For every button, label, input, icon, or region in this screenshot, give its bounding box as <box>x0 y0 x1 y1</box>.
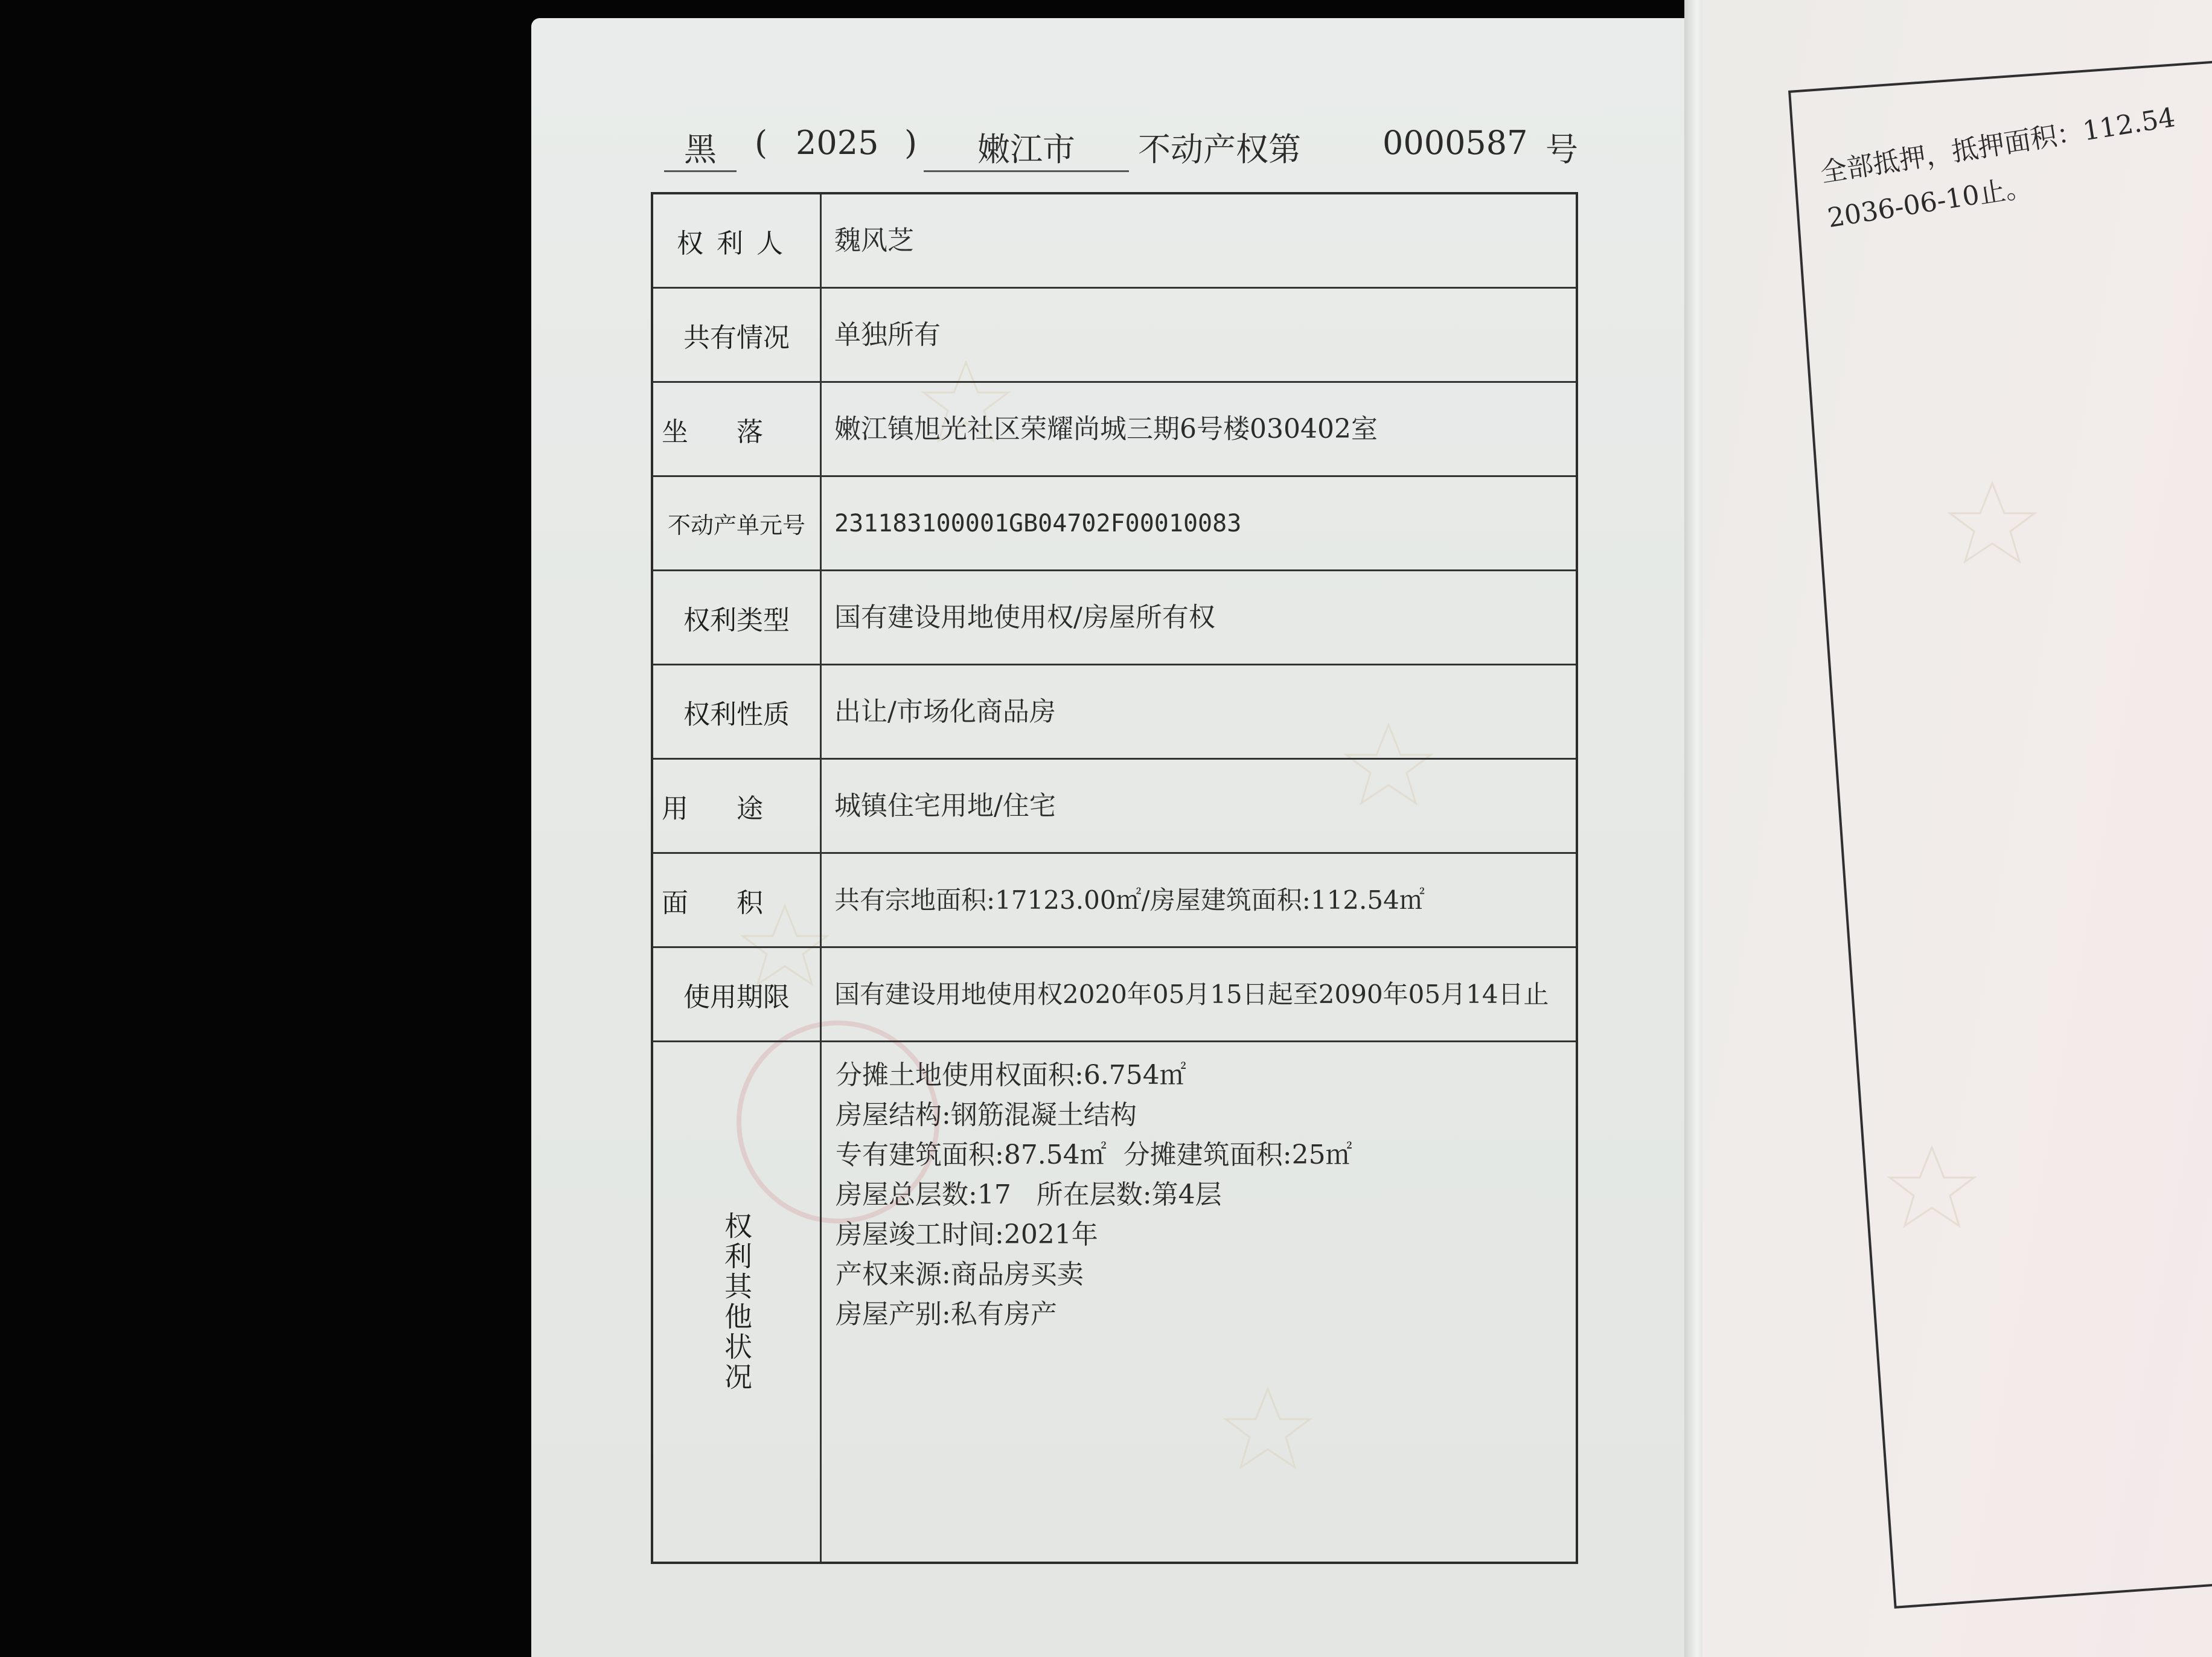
other-status-line: 产权来源:商品房买卖 <box>836 1259 1084 1290</box>
location-value: 嫩江镇旭光社区荣耀尚城三期6号楼030402室 <box>834 413 1378 444</box>
certificate-suffix: 号 <box>1546 130 1578 168</box>
region-code: 黑 <box>664 124 737 172</box>
row-area <box>653 854 1576 948</box>
right-type-value: 国有建设用地使用权/房屋所有权 <box>834 601 1215 633</box>
owner-value: 魏风芝 <box>834 225 914 256</box>
row-other-status <box>653 1042 1576 1562</box>
unit-number-value: 231183100001GB04702F00010083 <box>834 509 1242 537</box>
right-nature-label: 权利性质 <box>683 699 790 730</box>
certificate-city: 嫩江市 <box>924 124 1129 172</box>
mortgage-note-line: 2036-06-10止。 <box>1825 171 2035 234</box>
other-status-label: 权利其他状况 <box>720 1211 753 1393</box>
row-usage <box>653 760 1576 854</box>
other-status-line: 房屋结构:钢筋混凝土结构 <box>836 1100 1137 1130</box>
co-ownership-value: 单独所有 <box>834 319 941 350</box>
mortgage-note-line: 全部抵押，抵押面积：112.54 <box>1818 101 2178 189</box>
other-status-label-cell <box>653 1042 820 1562</box>
other-status-line: 分摊土地使用权面积:6.754㎡ <box>836 1060 1186 1091</box>
unit-number-label: 不动产单元号 <box>667 512 805 539</box>
other-status-line: 专有建筑面积:87.54㎡ 分摊建筑面积:25㎡ <box>836 1139 1352 1170</box>
certificate-type: 不动产权第 <box>1138 130 1301 168</box>
row-co-ownership <box>653 289 1576 383</box>
usage-label: 用途 <box>662 793 811 824</box>
certificate-number: 0000587 <box>1382 124 1528 162</box>
other-status-list <box>836 1056 1564 1335</box>
year-open-paren: ( <box>755 124 768 162</box>
right-type-label: 权利类型 <box>683 604 790 636</box>
year-close-paren: ) <box>904 124 918 162</box>
usage-value: 城镇住宅用地/住宅 <box>834 790 1056 821</box>
row-location <box>653 383 1576 477</box>
certificate-year: 2025 <box>796 124 879 162</box>
area-value: 共有宗地面积:17123.00㎡/房屋建筑面积:112.54㎡ <box>834 885 1425 915</box>
term-value: 国有建设用地使用权2020年05月15日起至2090年05月14日止 <box>834 979 1549 1009</box>
location-label: 坐落 <box>662 416 811 447</box>
owner-label: 权利人 <box>677 228 796 259</box>
other-status-line: 房屋总层数:17 所在层数:第4层 <box>836 1179 1222 1210</box>
right-nature-value: 出让/市场化商品房 <box>834 696 1056 727</box>
other-status-line: 房屋竣工时间:2021年 <box>836 1219 1098 1250</box>
certificate-number-header <box>652 124 1594 172</box>
row-owner <box>653 194 1576 289</box>
area-label: 面积 <box>662 887 811 918</box>
row-unit-number <box>653 477 1576 571</box>
co-ownership-label: 共有情况 <box>683 322 790 353</box>
other-status-line: 房屋产别:私有房产 <box>836 1299 1057 1330</box>
property-rights-table <box>651 192 1578 1564</box>
row-right-type <box>653 571 1576 665</box>
row-term <box>653 948 1576 1042</box>
term-label: 使用期限 <box>683 981 790 1013</box>
row-right-nature <box>653 665 1576 760</box>
